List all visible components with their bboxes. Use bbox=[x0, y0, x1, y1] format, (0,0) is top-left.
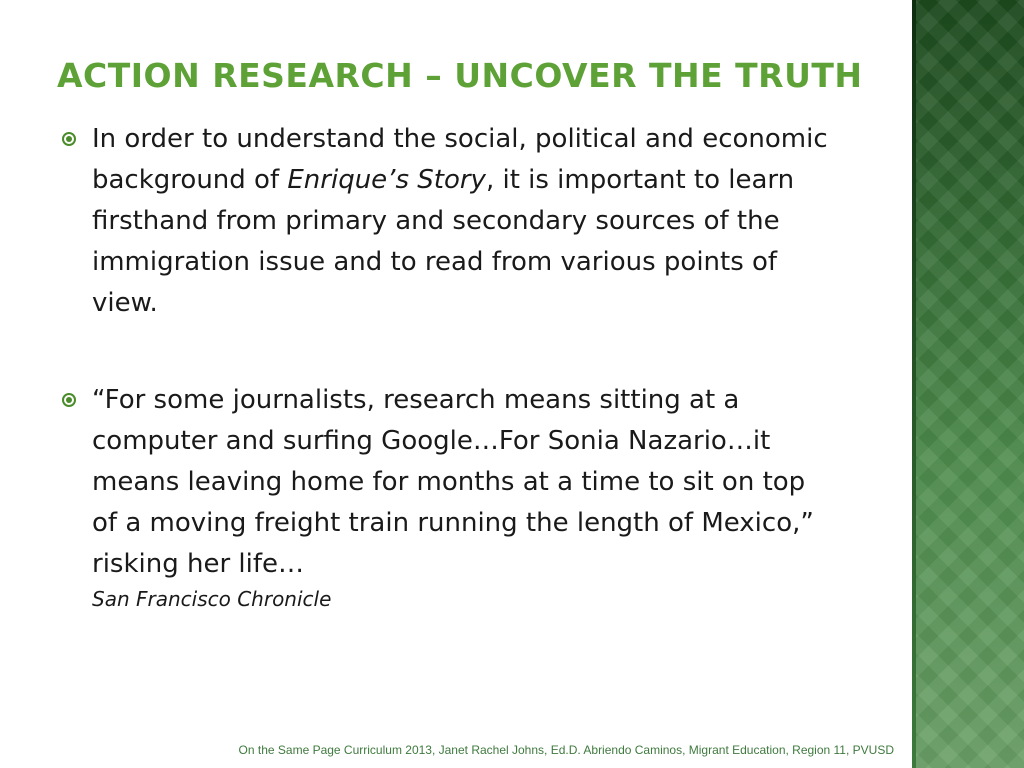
bullet-list bbox=[62, 119, 832, 613]
circle-bullet-icon bbox=[62, 393, 76, 407]
circle-bullet-icon bbox=[62, 132, 76, 146]
quote-source: San Francisco Chronicle bbox=[92, 587, 332, 611]
bullet-item bbox=[62, 380, 832, 613]
slide-title: ACTION RESEARCH – UNCOVER THE TRUTH bbox=[57, 56, 863, 95]
footer-credit: On the Same Page Curriculum 2013, Janet Rachel Johns, Ed.D. Abriendo Caminos, Migrant Education, Region 11, PVUSD bbox=[238, 743, 894, 757]
decorative-side-band bbox=[912, 0, 1024, 768]
bullet-text-before: In order to understand the social, political and economic background of bbox=[92, 124, 828, 195]
book-title: Enrique’s Story bbox=[287, 165, 486, 195]
bullet-item bbox=[62, 119, 832, 324]
quote-text: “For some journalists, research means sitting at a computer and surfing Google…For Sonia Nazario…it means leaving home for months at a time to sit on top of a moving freight train running the length of Mexico,” risking her life… bbox=[92, 385, 814, 579]
bullet-text-after: , it is important to learn firsthand from primary and secondary sources of the immigration issue and to read from various points of view. bbox=[92, 165, 795, 318]
